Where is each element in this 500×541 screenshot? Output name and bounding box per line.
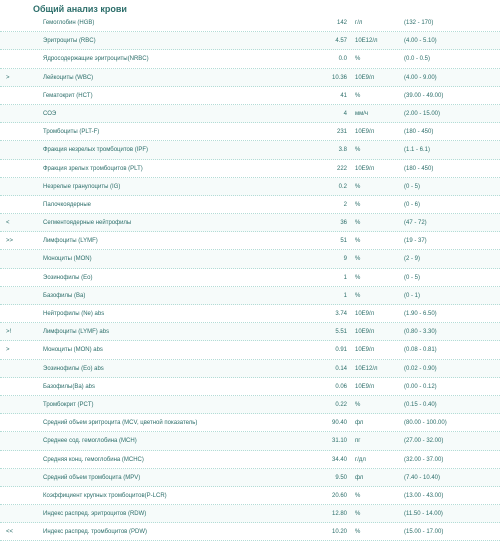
test-name: Гемоглобин (HGB) <box>43 20 95 26</box>
test-unit: фл <box>355 420 364 427</box>
test-value: 142 <box>336 20 347 26</box>
reference-range: (80.00 - 100.00) <box>404 420 447 427</box>
table-row <box>0 505 500 523</box>
table-row <box>0 487 500 505</box>
test-name: Индекс распред. эритроцитов (RDW) <box>43 511 147 518</box>
table-row <box>0 141 500 159</box>
reference-range: (39.00 - 49.00) <box>404 92 444 99</box>
reference-range: (180 - 450) <box>404 129 434 136</box>
test-name: Гематокрит (HCT) <box>43 92 93 99</box>
test-name: Среднее сод. гемоглобина (MCH) <box>43 438 137 445</box>
test-name: Моноциты (MON) <box>43 256 92 263</box>
test-name: Средний объем эритроцита (MCV, цветной показатель) <box>43 420 198 427</box>
table-row <box>0 87 500 105</box>
flag-indicator: < <box>6 220 10 227</box>
table-row <box>0 14 500 32</box>
reference-range: (32.00 - 37.00) <box>404 456 444 463</box>
flag-indicator: >> <box>6 238 14 245</box>
test-value: 4 <box>343 110 347 117</box>
test-unit: % <box>355 274 361 281</box>
table-row <box>0 69 500 87</box>
reference-range: (15.00 - 17.00) <box>404 529 444 536</box>
test-value: 0.91 <box>335 347 347 354</box>
test-name: Лейкоциты (WBC) <box>43 74 94 81</box>
table-row <box>0 323 500 341</box>
table-row <box>0 50 500 68</box>
table-row <box>0 396 500 414</box>
reference-range: (0.08 - 0.81) <box>404 347 437 354</box>
table-row <box>0 523 500 541</box>
table-row <box>0 250 500 268</box>
test-unit: % <box>355 292 361 299</box>
test-unit: % <box>355 201 361 208</box>
reference-range: (47 - 72) <box>404 220 427 227</box>
test-unit: фл <box>355 474 364 481</box>
test-unit: % <box>355 147 361 154</box>
test-value: 231 <box>336 129 347 136</box>
test-unit: % <box>355 238 361 245</box>
test-unit: 10E9/л <box>355 383 375 390</box>
test-unit: 10E9/л <box>355 74 375 81</box>
test-value: 20.60 <box>331 492 347 499</box>
reference-range: (11.50 - 14.00) <box>404 511 443 518</box>
test-name: Средняя конц. гемоглобина (MCHC) <box>43 456 144 463</box>
test-value: 2 <box>343 201 347 208</box>
test-value: 41 <box>340 92 347 99</box>
results-table <box>0 14 500 541</box>
test-unit: % <box>355 56 361 63</box>
table-row <box>0 414 500 432</box>
test-value: 4.57 <box>335 38 347 45</box>
table-row <box>0 287 500 305</box>
table-row <box>0 178 500 196</box>
table-row <box>0 269 500 287</box>
test-unit: % <box>355 256 361 263</box>
test-unit: 10E12/л <box>355 365 378 372</box>
reference-range: (1.90 - 6.50) <box>404 311 437 317</box>
test-name: Фракция незрелых тромбоцитов (IPF) <box>43 147 149 154</box>
reference-range: (1.1 - 6.1) <box>404 147 431 154</box>
reference-range: (13.00 - 43.00) <box>404 492 444 499</box>
test-value: 5.51 <box>335 329 347 336</box>
test-unit: 10E9/л <box>355 311 375 317</box>
reference-range: (19 - 37) <box>404 238 427 245</box>
test-unit: г/л <box>355 20 363 26</box>
test-value: 1 <box>343 292 347 299</box>
table-row <box>0 360 500 378</box>
test-unit: % <box>355 220 361 227</box>
reference-range: (0.0 - 0.5) <box>404 56 431 63</box>
test-unit: % <box>355 492 361 499</box>
test-name: Эритроциты (RBC) <box>43 38 96 45</box>
flag-indicator: > <box>6 74 10 81</box>
test-unit: 10E12/л <box>355 38 378 45</box>
table-row <box>0 451 500 469</box>
test-name: Базофилы (Ba) <box>43 292 86 299</box>
test-unit: % <box>355 183 361 190</box>
table-row <box>0 123 500 141</box>
test-value: 9.50 <box>335 474 347 481</box>
reference-range: (0 - 5) <box>404 183 421 190</box>
table-row <box>0 105 500 123</box>
reference-range: (2 - 9) <box>404 256 421 263</box>
test-name: Эозинофилы (Eo) abs <box>43 365 104 372</box>
reference-range: (0.02 - 0.90) <box>404 365 437 372</box>
test-value: 0.0 <box>338 56 347 63</box>
reference-range: (0.00 - 0.12) <box>404 383 437 390</box>
test-value: 90.40 <box>331 420 347 427</box>
flag-indicator: > <box>6 347 10 354</box>
table-row <box>0 341 500 359</box>
test-value: 34.40 <box>331 456 347 463</box>
test-value: 1 <box>343 274 347 281</box>
table-row <box>0 305 500 323</box>
test-name: Коэффициент крупных тромбоцитов(P-LCR) <box>43 492 167 499</box>
test-value: 222 <box>336 165 347 172</box>
test-unit: мм/ч <box>355 110 369 117</box>
flag-indicator: >! <box>6 329 12 336</box>
reference-range: (180 - 450) <box>404 165 434 172</box>
test-unit: % <box>355 511 361 518</box>
test-name: Незрелые гранулоциты (IG) <box>43 183 121 190</box>
test-name: Индекс распред. тромбоцитов (PDW) <box>43 529 148 536</box>
table-row <box>0 32 500 50</box>
table-row <box>0 214 500 232</box>
flag-indicator: << <box>6 529 14 536</box>
test-value: 0.06 <box>335 383 347 390</box>
reference-range: (4.00 - 5.10) <box>404 38 437 45</box>
test-name: Эозинофилы (Eo) <box>43 274 93 281</box>
table-row <box>0 469 500 487</box>
test-value: 51 <box>340 238 347 245</box>
reference-range: (2.00 - 15.00) <box>404 110 441 117</box>
test-unit: 10E9/л <box>355 129 375 136</box>
reference-range: (0.80 - 3.30) <box>404 329 437 336</box>
test-name: Сегментоядерные нейтрофилы <box>43 220 132 227</box>
test-name: Средний объем тромбоцита (MPV) <box>43 474 141 481</box>
reference-range: (0.15 - 0.40) <box>404 401 437 408</box>
test-name: Палочкоядерные <box>43 201 91 208</box>
test-unit: % <box>355 529 361 536</box>
table-row <box>0 432 500 450</box>
test-name: Фракция зрелых тромбоцитов (PLT) <box>43 165 143 172</box>
test-name: Базофилы(Ba) abs <box>43 383 96 390</box>
test-unit: пг <box>355 438 361 445</box>
test-value: 36 <box>340 220 347 227</box>
reference-range: (0 - 6) <box>404 201 421 208</box>
reference-range: (132 - 170) <box>404 20 434 26</box>
test-name: СОЭ <box>43 110 57 117</box>
test-value: 0.2 <box>338 183 347 190</box>
table-row <box>0 196 500 214</box>
test-name: Лимфоциты (LYMF) abs <box>43 329 110 336</box>
test-unit: % <box>355 401 361 408</box>
test-unit: г/дл <box>355 456 366 463</box>
reference-range: (27.00 - 32.00) <box>404 438 444 445</box>
test-name: Моноциты (MON) abs <box>43 347 103 354</box>
table-row <box>0 160 500 178</box>
test-unit: 10E9/л <box>355 329 375 336</box>
test-value: 10.20 <box>331 529 347 536</box>
test-value: 10.36 <box>331 74 347 81</box>
test-name: Тромбоциты (PLT-F) <box>43 129 100 136</box>
test-name: Тромбокрит (PCT) <box>43 401 94 408</box>
test-value: 12.80 <box>331 511 347 518</box>
test-value: 9 <box>343 256 347 263</box>
test-name: Лимфоциты (LYMF) <box>43 238 98 245</box>
test-value: 3.74 <box>335 311 347 317</box>
reference-range: (0 - 5) <box>404 274 421 281</box>
table-row <box>0 378 500 396</box>
test-value: 0.22 <box>335 401 347 408</box>
test-unit: % <box>355 92 361 99</box>
test-name: Ядросодержащие эритроциты(NRBC) <box>43 56 149 63</box>
table-row <box>0 232 500 250</box>
test-unit: 10E9/л <box>355 165 375 172</box>
reference-range: (7.40 - 10.40) <box>404 474 441 481</box>
test-name: Нейтрофилы (Ne) abs <box>43 311 105 317</box>
page-title: Общий анализ крови <box>33 4 127 14</box>
test-value: 0.14 <box>335 365 347 372</box>
test-value: 31.10 <box>331 438 347 445</box>
reference-range: (0 - 1) <box>404 292 421 299</box>
test-value: 3.8 <box>338 147 347 154</box>
test-unit: 10E9/л <box>355 347 375 354</box>
reference-range: (4.00 - 9.00) <box>404 74 437 81</box>
